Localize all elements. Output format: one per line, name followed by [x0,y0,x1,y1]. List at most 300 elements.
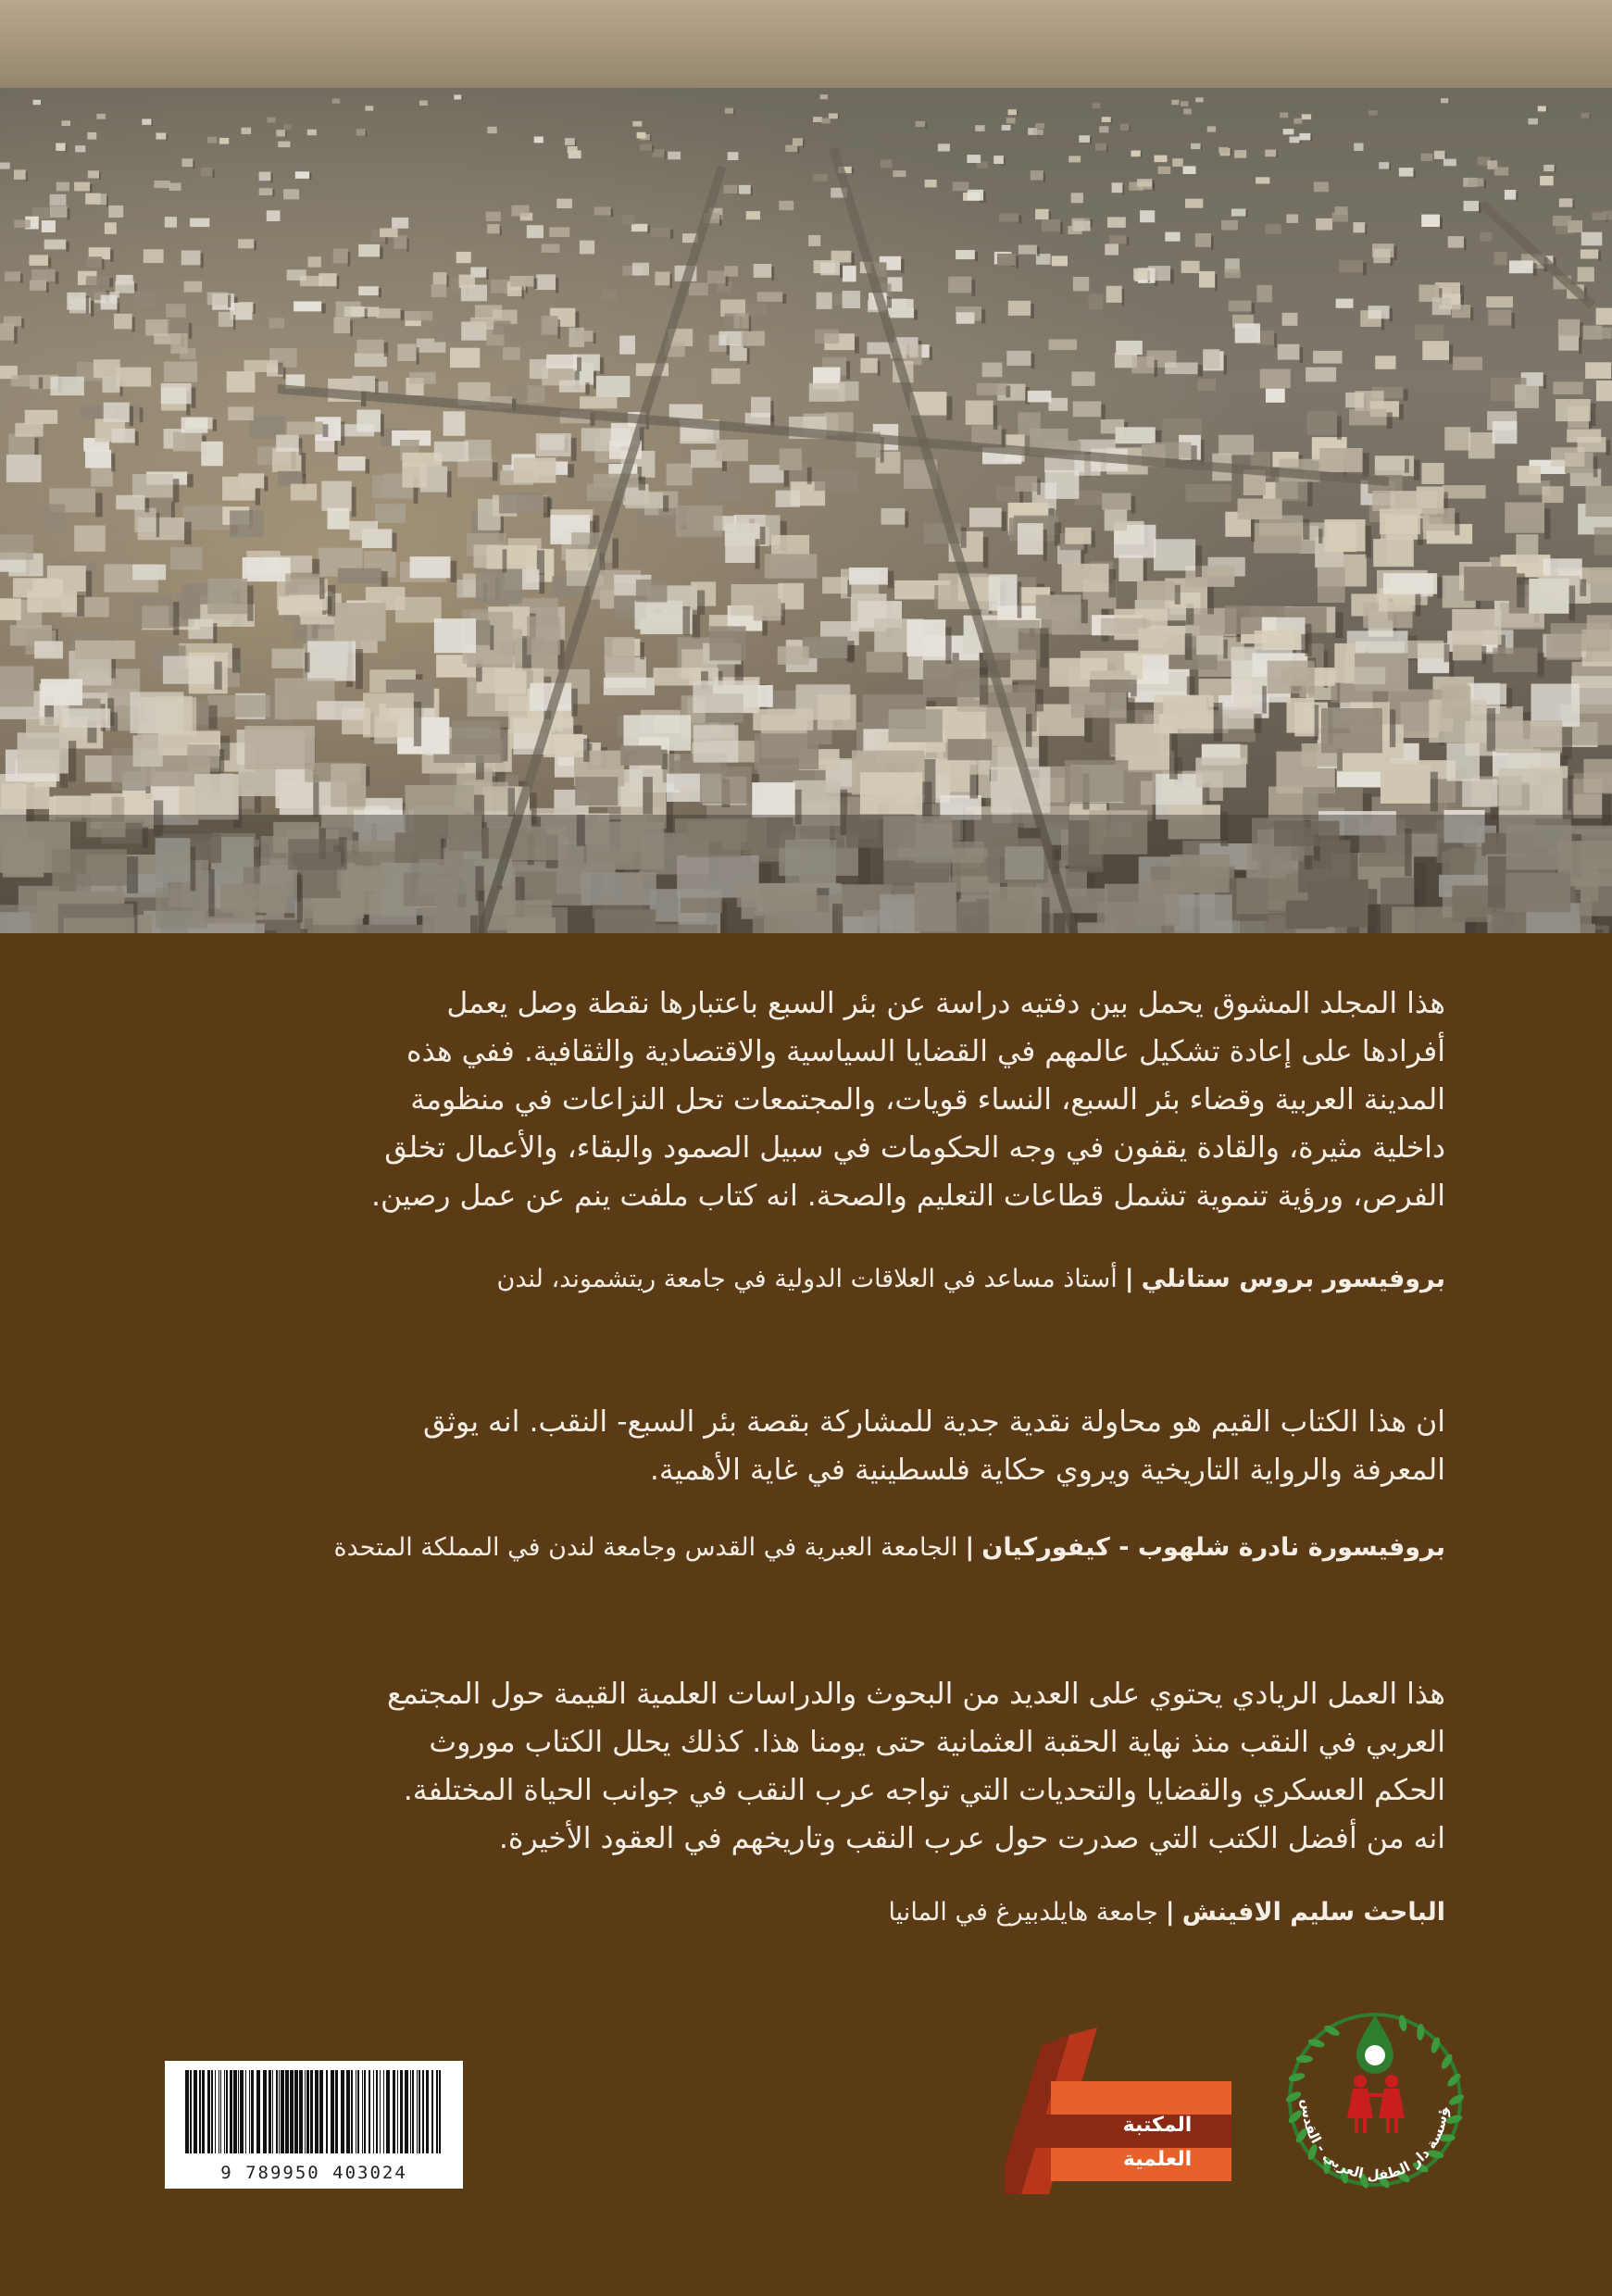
building [108,206,123,218]
text-line: المدينة العربية وقضاء بئر السبع، النساء قويات، والمجتمعات تحل النزاعات في منظومة [410,1083,1445,1117]
text-line: داخلية مثيرة، والقادة يقفون في وجه الحكومات في سبيل الصمود والبقاء، والأعمال تخلق [384,1131,1445,1165]
building-shadow [697,591,705,615]
barcode-bar [383,2070,384,2153]
building [1131,151,1141,157]
building-shadow [1127,697,1135,723]
building [1542,486,1563,503]
building-shadow [1537,653,1543,677]
building [1480,232,1492,242]
building [1045,470,1080,499]
building-shadow [852,168,854,174]
building [653,149,665,157]
building [56,144,65,151]
building [105,222,117,234]
building [1238,499,1282,520]
building [244,360,279,372]
barcode-bar [376,2070,378,2153]
building [87,256,102,268]
building [1073,277,1089,291]
building [0,667,33,707]
building [559,381,586,393]
building [133,595,173,629]
building-shadow [305,653,309,672]
building [29,255,48,266]
building [170,333,187,354]
building [101,295,118,310]
building-shadow [851,253,854,265]
building [132,565,166,580]
building [1256,177,1269,183]
building [476,569,522,605]
building-shadow [640,643,644,660]
building [493,321,511,335]
building-shadow [557,319,560,339]
building [948,739,993,760]
building-shadow [751,187,753,196]
building [114,314,132,329]
building-shadow [771,267,774,281]
building [893,170,906,177]
aerial-city-illustration [0,0,1612,933]
building [0,163,10,169]
separator: | [1165,1898,1175,1927]
barcode-bar [380,2070,381,2153]
building-shadow [1389,164,1391,170]
building-shadow [575,140,577,147]
building [1499,768,1563,817]
building [405,311,432,320]
building-shadow [797,146,799,153]
building-shadow [384,343,388,356]
barcode-bar [335,2070,338,2153]
building [1587,615,1612,647]
building-shadow [278,363,283,375]
building [116,275,133,285]
building [724,185,738,193]
building [353,376,376,392]
building [459,275,475,288]
building-shadow [1131,496,1136,514]
building [625,493,663,509]
building [1107,217,1126,228]
building [1008,109,1018,115]
building [1036,594,1081,618]
building [1255,630,1302,650]
building [283,189,299,199]
building [706,474,740,499]
building [1443,485,1486,498]
building [1185,484,1231,502]
building [1583,759,1612,793]
building-shadow [1365,224,1367,234]
barcode-bar [393,2070,395,2153]
building-shadow [756,539,760,568]
barcode-bar [299,2070,303,2153]
building [556,199,572,208]
building-shadow [1169,733,1178,780]
barcode-bar [315,2070,319,2153]
building [997,254,1016,266]
building-shadow [66,242,69,252]
building [1585,362,1611,379]
building-shadow [135,431,139,446]
building [1183,108,1192,114]
building [144,249,164,263]
barcode-bar [341,2070,344,2153]
building [1594,527,1612,555]
building [1578,437,1606,452]
author-affiliation: جامعة هايلدبيرغ في المانيا [888,1898,1158,1927]
building [676,505,722,537]
building [1581,249,1598,258]
building [815,470,858,492]
building-shadow [583,739,589,762]
building-shadow [1533,263,1537,276]
building [1368,110,1378,116]
barcode-bar [226,2070,228,2153]
building [356,129,366,135]
building [431,284,447,297]
building [1042,219,1060,231]
building-shadow [1223,640,1227,659]
building [1441,98,1448,103]
barcode-bar [215,2070,216,2153]
building [1383,573,1437,594]
building [1071,193,1083,203]
building-shadow [493,462,498,480]
building [1324,519,1365,552]
building [1280,112,1288,118]
building-shadow [1300,347,1304,363]
building [1586,486,1612,517]
building [1112,182,1123,193]
building [1068,156,1081,162]
isbn-barcode [165,2061,463,2189]
building-shadow [1017,110,1018,116]
building-shadow [86,296,89,314]
building-shadow [946,396,952,420]
building-shadow [1546,107,1547,113]
building [85,450,111,468]
building-shadow [1593,456,1598,477]
building [527,225,544,238]
isbn-digits: 9 789950 403024 [220,2163,407,2183]
building [778,646,809,665]
building [1140,210,1155,222]
building [1335,206,1348,215]
barcode-bar [249,2070,250,2153]
building [1234,680,1263,708]
building [1229,301,1252,312]
building [1191,144,1201,149]
building [1540,176,1554,185]
building-shadow [1004,157,1006,166]
building-shadow [352,487,356,517]
building-shadow [1307,480,1312,506]
barcode-bar [417,2070,418,2153]
building [74,526,106,552]
building [358,286,379,295]
building-shadow [254,241,256,250]
building [1444,427,1470,450]
building [1256,285,1272,303]
building-shadow [91,301,94,317]
building [1158,167,1171,174]
barcode-bar [306,2070,309,2153]
building-shadow [381,571,388,587]
building-shadow [1231,150,1232,157]
building [1553,216,1571,226]
building [1596,381,1612,401]
building-shadow [375,379,379,394]
building-shadow [981,309,985,323]
barcode-bar [263,2070,267,2153]
building [1494,252,1507,265]
text-line: ان هذا الكتاب القيم هو محاولة نقدية جدية للمشاركة بقصة بئر السبع- النقب. انه يوثق [422,1405,1445,1439]
building [596,376,631,397]
building-shadow [213,169,215,178]
building [1132,356,1155,373]
building [1293,119,1302,124]
building [5,271,20,281]
building [843,291,861,308]
author-name: الباحث سليم الافينش [1181,1898,1445,1927]
building-shadow [914,310,918,320]
building-shadow [189,323,192,339]
building-shadow [110,712,118,731]
building [1529,579,1568,614]
building-shadow [925,122,927,128]
building [181,158,193,167]
building-shadow [1191,445,1196,462]
building [843,266,856,281]
barcode-bar [199,2070,201,2153]
building [1505,190,1516,200]
building [116,495,144,510]
building [269,318,285,328]
building [365,106,373,110]
building [259,172,271,181]
building-shadow [140,407,144,422]
building [667,464,693,486]
building [821,119,831,124]
building [1062,564,1109,593]
building [27,592,77,613]
building [1596,308,1612,325]
building-shadow [1251,517,1255,542]
building-shadow [1449,344,1453,364]
building [785,145,797,152]
building [1595,328,1612,339]
building-shadow [365,308,368,318]
building [604,678,655,695]
building [1079,135,1090,143]
building-shadow [1579,338,1581,354]
building [244,726,315,769]
building [25,410,57,424]
building [239,302,254,312]
building [725,533,755,563]
building-shadow [522,284,524,299]
building [1321,708,1382,753]
building [1559,198,1573,206]
building-shadow [846,361,850,380]
building [1018,523,1043,555]
building [1505,503,1544,533]
building [1354,222,1366,232]
building [818,694,856,730]
building-shadow [319,578,325,599]
building [739,185,751,194]
building-shadow [102,259,104,270]
building-shadow [1026,714,1032,747]
building [434,326,460,343]
building [575,777,618,805]
building [620,745,661,765]
building [1015,476,1037,492]
building-shadow [1572,200,1574,208]
building-shadow [1246,210,1248,218]
text-line: الفرص، ورؤية تنموية تشمل قطاعات التعليم والصحة. انه كتاب ملفت ينم عن عمل رصين. [371,1179,1445,1213]
building [568,146,578,153]
building-shadow [247,586,253,621]
building-shadow [571,438,577,461]
building [377,308,401,318]
text-line: أفرادها على إعادة تشكيل عالمهم في القضايا السياسية والاقتصادية والثقافية. ففي هذه [406,1035,1445,1068]
building [276,130,285,136]
building-shadow [585,382,589,394]
building [0,324,14,341]
building-shadow [213,623,217,643]
building [181,418,208,433]
building [117,368,152,387]
endorsement-1-text [214,980,1445,1220]
building [754,264,772,278]
building [1089,294,1104,310]
barcode-bar [400,2070,403,2153]
barcode-bars [165,2061,463,2163]
barcode-bar [285,2070,289,2153]
building-shadow [1484,180,1487,188]
building [1406,641,1443,659]
building-shadow [1109,569,1117,598]
author-name: بروفيسورة نادرة شلهوب - كيفوركيان [981,1533,1445,1562]
building [6,455,42,482]
building-shadow [961,528,967,548]
building-shadow [461,95,462,100]
building-shadow [643,777,653,815]
building [154,181,169,188]
separator: | [965,1533,975,1562]
building [1452,609,1501,645]
building-shadow [1106,144,1108,152]
building [156,696,192,732]
building-shadow [1122,185,1124,195]
building [91,467,113,487]
building-shadow [321,304,326,314]
building-shadow [417,347,419,365]
building [1073,401,1102,417]
building-shadow [156,513,160,538]
building [601,290,616,301]
building [331,764,366,807]
building [184,281,203,293]
building [1199,271,1215,288]
building [392,218,408,229]
building [1421,154,1433,161]
building [1314,182,1329,193]
building-shadow [490,625,494,650]
building-shadow [328,585,335,617]
building-shadow [145,498,150,513]
building-shadow [1455,513,1459,535]
building-shadow [1310,134,1312,142]
building-shadow [639,477,645,491]
building-shadow [379,288,381,297]
building [1543,165,1555,171]
building-shadow [1404,389,1408,400]
publisher-name-line1: المكتبة [1122,2114,1193,2137]
building-shadow [594,333,596,344]
building-shadow [366,459,370,474]
building [745,305,767,315]
building [1307,411,1337,435]
building [394,235,406,248]
publisher-logo [1005,2028,1245,2194]
building-shadow [1580,580,1586,596]
building [1195,233,1211,247]
building [989,574,1018,610]
barcode-bar [369,2070,370,2153]
building [294,302,321,312]
building [780,448,802,470]
building [0,534,33,559]
building-shadow [1363,453,1369,477]
building-shadow [983,192,986,203]
building-shadow [219,749,224,772]
barcode-bar [272,2070,273,2153]
building [1165,363,1198,375]
building [1073,221,1091,231]
endorsement-2-text [214,1398,1445,1494]
wreath-leaf [1447,2092,1466,2107]
building [1183,166,1196,174]
barcode-bar [346,2070,350,2153]
building-shadow [901,259,905,273]
building [1278,344,1300,360]
building-shadow [1414,460,1419,480]
building [1603,211,1612,220]
building-shadow [1302,634,1309,654]
building [402,463,427,488]
barcode-bar [326,2070,328,2153]
building [753,709,813,730]
building-shadow [323,424,329,437]
building [43,505,65,532]
building-shadow [682,606,690,635]
building [287,269,306,281]
text-line: العربي في النقب منذ نهاية الحقبة العثمانية حتى يومنا هذا. كذلك يحلل الكتاب موروث [429,1726,1445,1759]
building-shadow [1506,688,1512,708]
building [1446,743,1480,781]
text-line: هذا العمل الريادي يحتوي على العديد من البحوث والدراسات العلمية القيمة حول المجتمع [387,1678,1445,1711]
building [1095,144,1106,151]
building-shadow [309,173,311,181]
building [803,637,848,658]
barcode-bar [410,2070,411,2153]
building [332,98,340,103]
building [1079,440,1116,453]
